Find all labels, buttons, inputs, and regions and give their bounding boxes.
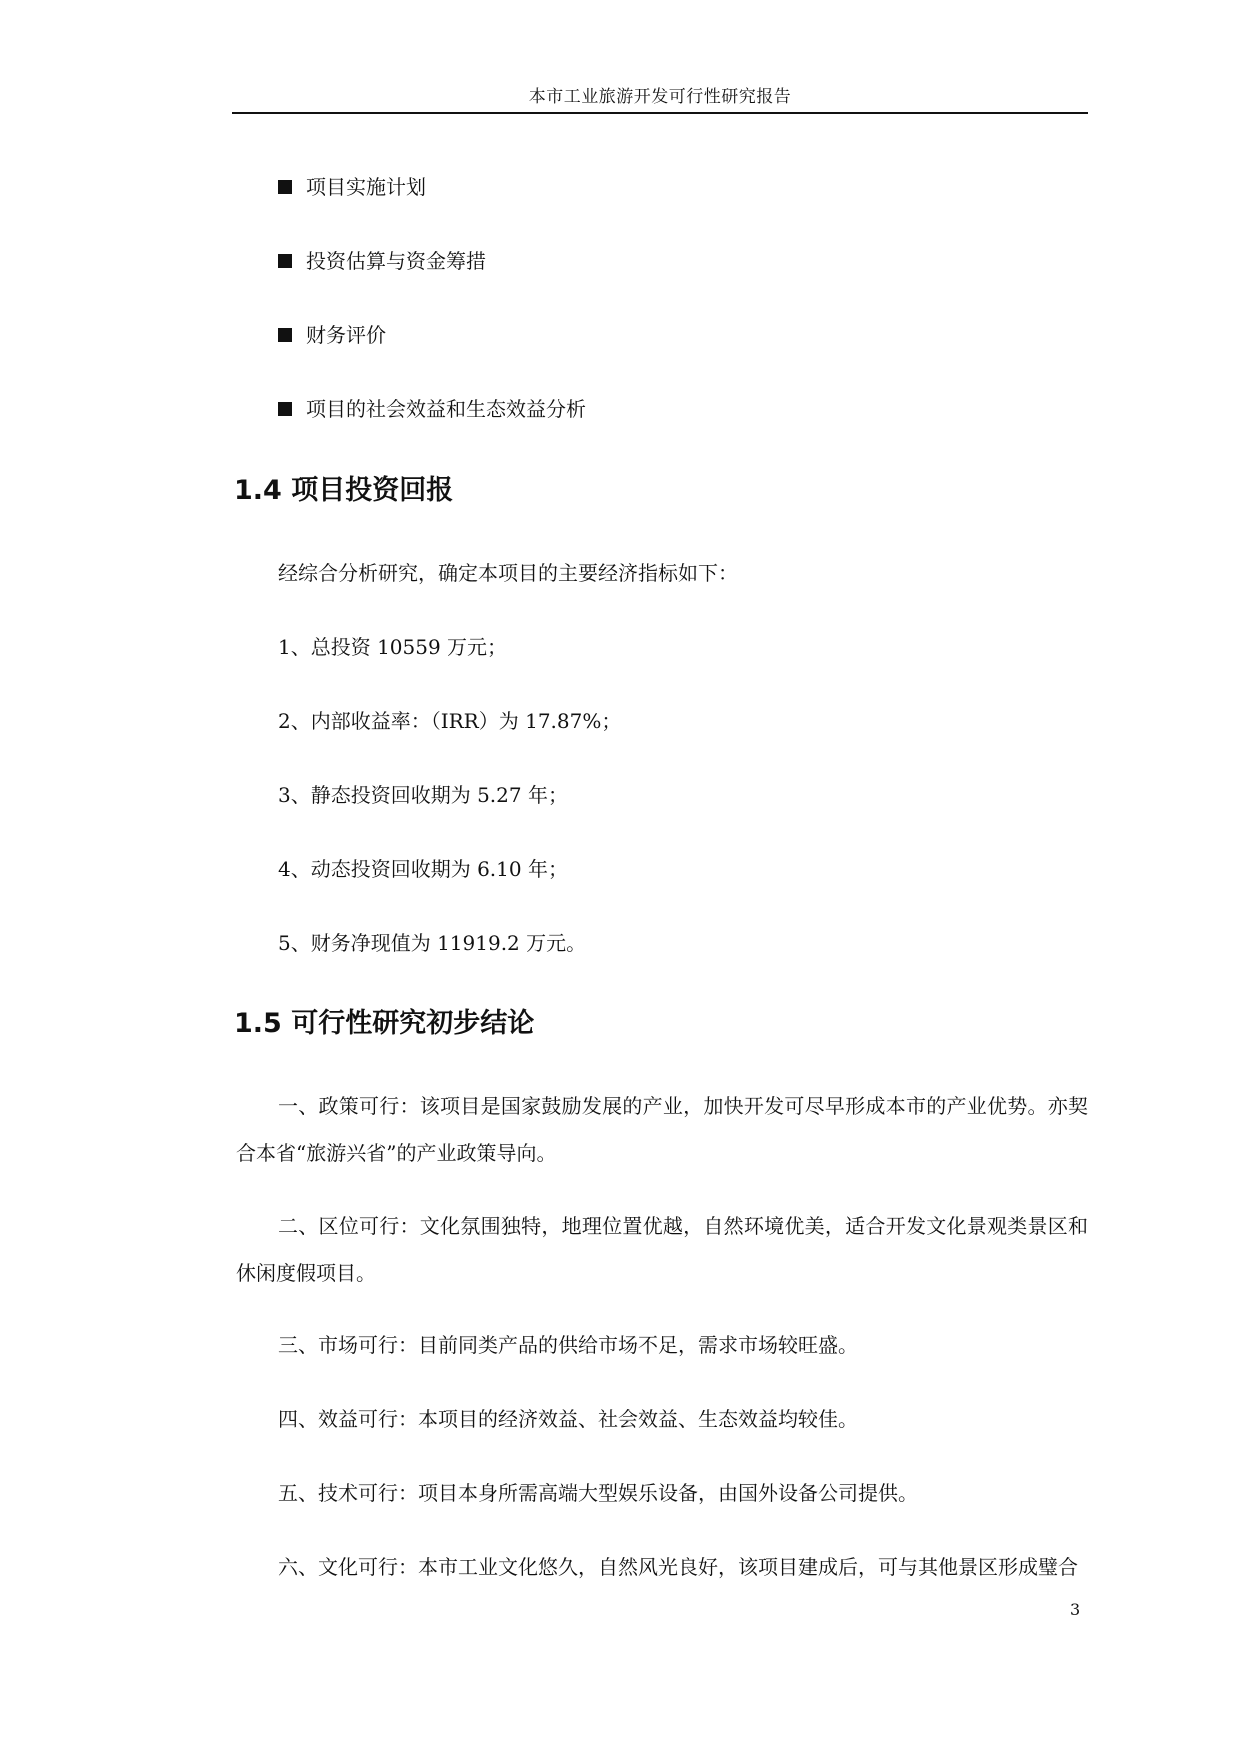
bullet-item <box>278 395 586 423</box>
conclusion-paragraph: 一、政策可行：该项目是国家鼓励发展的产业，加快开发可尽早形成本市的产业优势。亦契合本省“旅游兴省”的产业政策导向。 <box>236 1094 1088 1165</box>
conclusion-paragraph: 五、技术可行：项目本身所需高端大型娱乐设备，由国外设备公司提供。 <box>278 1481 918 1505</box>
indicator-item: 2、内部收益率：（IRR）为 17.87%； <box>278 709 622 733</box>
running-header: 本市工业旅游开发可行性研究报告 <box>528 87 792 107</box>
bullet-text: 投资估算与资金筹措 <box>306 249 486 273</box>
section-heading-1-5: 1.5 可行性研究初步结论 <box>234 1008 535 1039</box>
header-rule <box>232 112 1088 114</box>
conclusion-paragraph: 三、市场可行：目前同类产品的供给市场不足，需求市场较旺盛。 <box>278 1333 858 1357</box>
conclusion-paragraph: 二、区位可行：文化氛围独特，地理位置优越，自然环境优美，适合开发文化景观类景区和休闲度假项目。 <box>236 1214 1088 1285</box>
conclusion-paragraph: 四、效益可行：本项目的经济效益、社会效益、生态效益均较佳。 <box>278 1407 858 1431</box>
page-number: 3 <box>1070 1600 1081 1619</box>
square-bullet-icon <box>278 180 292 194</box>
square-bullet-icon <box>278 328 292 342</box>
indicator-item: 5、财务净现值为 11919.2 万元。 <box>278 931 587 955</box>
bullet-text: 项目的社会效益和生态效益分析 <box>306 397 586 421</box>
indicator-item: 4、动态投资回收期为 6.10 年； <box>278 857 568 881</box>
bullet-text: 财务评价 <box>306 323 386 347</box>
bullet-item <box>278 321 386 349</box>
square-bullet-icon <box>278 254 292 268</box>
bullet-item <box>278 173 426 201</box>
bullet-item <box>278 247 486 275</box>
section-intro: 经综合分析研究，确定本项目的主要经济指标如下： <box>278 561 738 585</box>
indicator-item: 3、静态投资回收期为 5.27 年； <box>278 783 568 807</box>
bullet-text: 项目实施计划 <box>306 175 426 199</box>
section-heading-1-4: 1.4 项目投资回报 <box>234 475 454 506</box>
square-bullet-icon <box>278 402 292 416</box>
conclusion-paragraph: 六、文化可行：本市工业文化悠久，自然风光良好，该项目建成后，可与其他景区形成璧合 <box>278 1555 1078 1579</box>
indicator-item: 1、总投资 10559 万元； <box>278 635 508 659</box>
